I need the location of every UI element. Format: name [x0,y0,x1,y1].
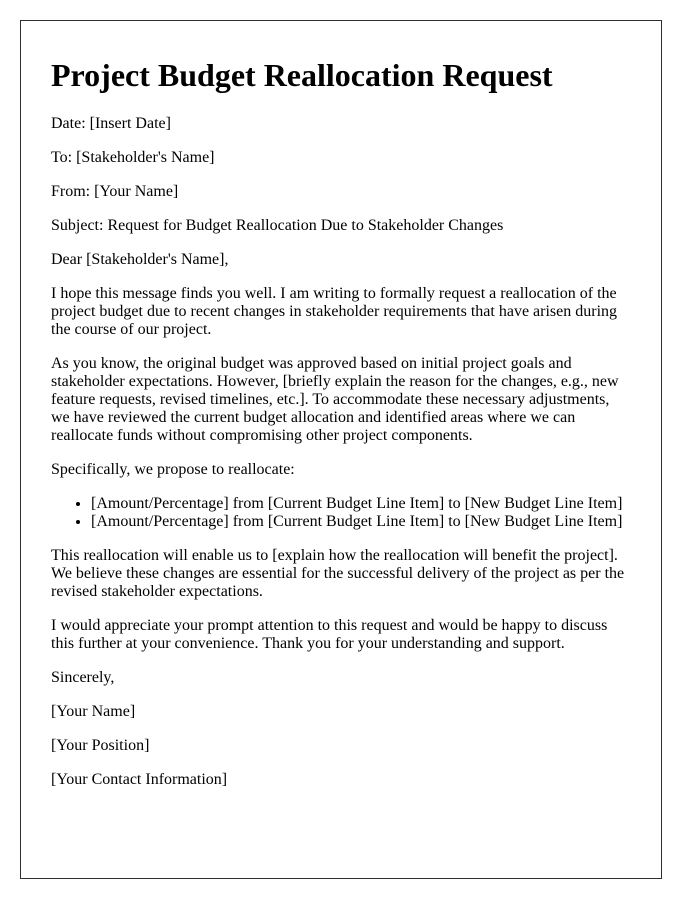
reallocation-item: • [Amount/Percentage] from [Current Budget Line Item] to [New Budget Line Item] [91,513,631,531]
paragraph-background: As you know, the original budget was approved based on initial project goals and stakeholder expectations. However, [briefly explain the reason for the changes, e.g., new feature requests, revised timelines, etc.]. To accommodate these necessary adjustments, we have reviewed the current budget allocation and identified areas where we can reallocate funds without compromising other project components. [51,355,619,444]
to-line: To: [Stakeholder's Name] [51,149,215,166]
signature-closing: Sincerely, [51,669,115,686]
paragraph-benefit: This reallocation will enable us to [explain how the reallocation will benefit the project]. We believe these changes are essential for the successful delivery of the project as per the revised stakeholder expectations. [51,547,625,600]
letter-title: Project Budget Reallocation Request [51,57,553,93]
reallocation-item: • [Amount/Percentage] from [Current Budget Line Item] to [New Budget Line Item] [91,495,631,513]
subject-line: Subject: Request for Budget Reallocation Due to Stakeholder Changes [51,217,504,234]
signature-name: [Your Name] [51,703,136,720]
letter-document [20,20,662,879]
from-line: From: [Your Name] [51,183,179,200]
paragraph-intro: I hope this message finds you well. I am writing to formally request a reallocation of the project budget due to recent changes in stakeholder requirements that have arisen during the course of our project. [51,285,618,338]
salutation: Dear [Stakeholder's Name], [51,251,229,268]
signature-position: [Your Position] [51,737,150,754]
paragraph-closing-request: I would appreciate your prompt attention to this request and would be happy to discuss this further at your convenience. Thank you for your understanding and support. [51,617,608,652]
signature-contact: [Your Contact Information] [51,771,228,788]
paragraph-proposal-lead: Specifically, we propose to reallocate: [51,461,295,478]
date-line: Date: [Insert Date] [51,115,171,132]
reallocation-list [51,495,631,531]
